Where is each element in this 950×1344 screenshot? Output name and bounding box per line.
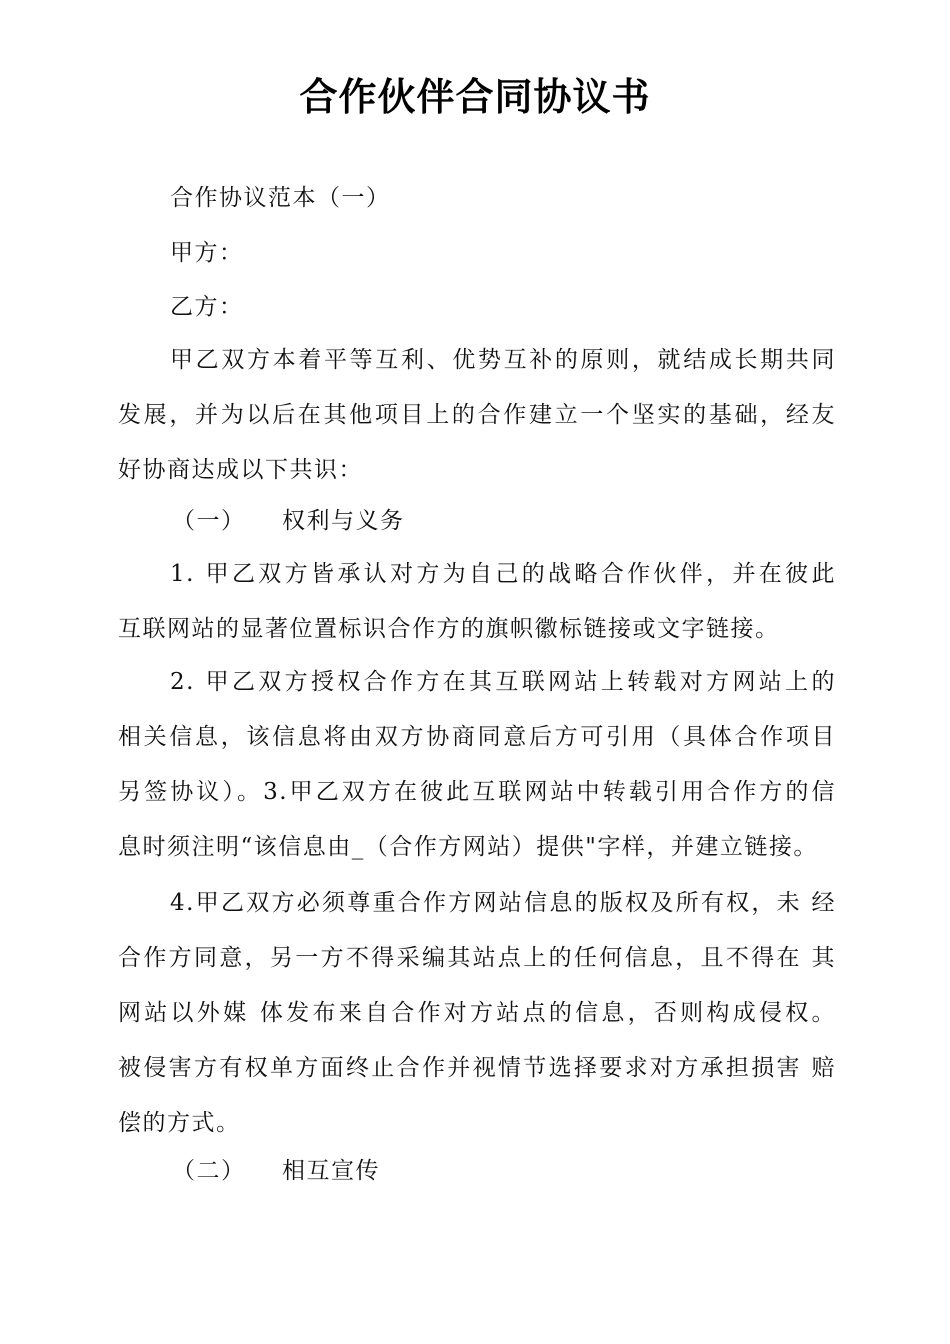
text-line: 被侵害方有权单方面终止合作并视情节选择要求对方承担损害 赔: [118, 1055, 836, 1081]
party-b-label: 乙方：: [170, 294, 244, 320]
text-line: 网站以外媒 体发布来自合作对方站点的信息，否则构成侵权。: [118, 1000, 836, 1026]
section-title: 权利与义务: [282, 508, 405, 534]
clause-1: [118, 547, 836, 657]
text-line: 另签协议）。3.甲乙双方在彼此互联网站中转载引用合作方的信: [118, 779, 836, 805]
text-line: 发展，并为以后在其他项目上的合作建立一个坚实的基础，经友: [118, 402, 836, 428]
text-line: 偿的方式。: [118, 1110, 241, 1136]
text-line: 合作方同意，另一方不得采编其站点上的任何信息，且不得在 其: [118, 945, 836, 971]
document-title: 合作伙伴合同协议书: [299, 75, 651, 119]
clause-2-3: [118, 655, 836, 875]
section-title: 相互宣传: [282, 1158, 380, 1184]
section-heading-1: [172, 494, 405, 549]
text-line: 1. 甲乙双方皆承认对方为自己的战略合作伙伴，并在彼此: [170, 561, 836, 587]
text-line: 4.甲乙双方必须尊重合作方网站信息的版权及所有权，未 经: [170, 890, 836, 916]
text-line: 2. 甲乙双方授权合作方在其互联网站上转载对方网站上的: [170, 669, 836, 695]
text-line: 互联网站的显著位置标识合作方的旗帜徽标链接或文字链接。: [118, 616, 780, 642]
text-line: 好协商达成以下共识：: [118, 457, 363, 483]
party-a-label: 甲方：: [170, 240, 244, 266]
document-subtitle: 合作协议范本（一）: [170, 185, 391, 211]
section-heading-2: [172, 1144, 380, 1199]
section-number: （二）: [172, 1158, 246, 1184]
text-line: 息时须注明“该信息由_（合作方网站）提供"字样，并建立链接。: [118, 834, 818, 860]
text-line: 甲乙双方本着平等互利、优势互补的原则，就结成长期共同: [170, 347, 836, 373]
text-line: 相关信息，该信息将由双方协商同意后方可引用（具体合作项目: [118, 724, 836, 750]
section-number: （一）: [172, 508, 246, 534]
intro-paragraph: [118, 333, 836, 498]
clause-4: [118, 876, 836, 1151]
